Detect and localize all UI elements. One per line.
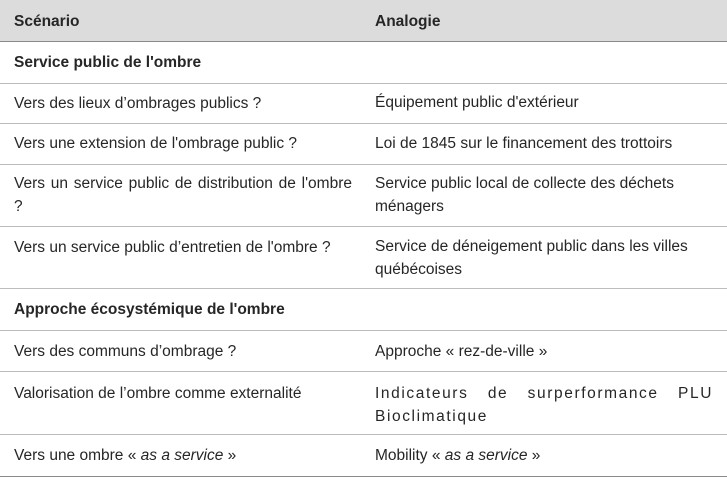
scenario-cell xyxy=(14,444,352,467)
analogy-cell xyxy=(375,444,715,467)
table-row xyxy=(0,165,727,227)
section-title-row xyxy=(0,289,727,331)
table-header xyxy=(0,0,727,42)
table-row xyxy=(0,372,727,435)
scenario-cell: Vers des lieux d’ombrages publics ? xyxy=(14,95,262,112)
scenario-cell: Vers des communs d’ombrage ? xyxy=(14,343,237,360)
section-title-row xyxy=(0,42,727,84)
section-title: Service public de l'ombre xyxy=(14,54,202,71)
scenario-text: » xyxy=(223,447,237,464)
table-row xyxy=(0,227,727,289)
header-scenario: Scénario xyxy=(14,13,80,30)
analogy-cell: Service public local de collecte des déchets ménagers xyxy=(375,175,674,215)
header-analogy: Analogie xyxy=(375,13,441,30)
scenario-cell: Valorisation de l’ombre comme externalité xyxy=(14,385,302,402)
scenario-cell: Vers un service public d’entretien de l'ombre ? xyxy=(14,239,331,256)
analogy-cell: Équipement public d'extérieur xyxy=(375,94,579,111)
analogy-cell: Loi de 1845 sur le financement des trottoirs xyxy=(375,135,673,152)
scenario-cell: Vers une extension de l'ombrage public ? xyxy=(14,135,298,152)
table-row xyxy=(0,84,727,124)
table-row xyxy=(0,331,727,372)
table-row xyxy=(0,124,727,165)
analogy-text-italic: as a service xyxy=(444,447,528,464)
table-row xyxy=(0,435,727,476)
scenario-text-italic: as a service xyxy=(140,447,224,464)
analogy-cell: Approche « rez-de-ville » xyxy=(375,343,548,360)
scenario-cell: Vers un service public de distribution de l'ombre ? xyxy=(14,175,352,215)
analogy-cell: Service de déneigement public dans les villes québécoises xyxy=(375,238,688,278)
analogy-text: » xyxy=(527,447,541,464)
analogy-cell: Indicateurs de surperformance PLU Bioclimatique xyxy=(375,385,713,425)
analogy-text: Mobility « xyxy=(375,447,445,464)
section-title: Approche écosystémique de l'ombre xyxy=(14,301,285,318)
scenario-text: Vers une ombre « xyxy=(14,447,141,464)
